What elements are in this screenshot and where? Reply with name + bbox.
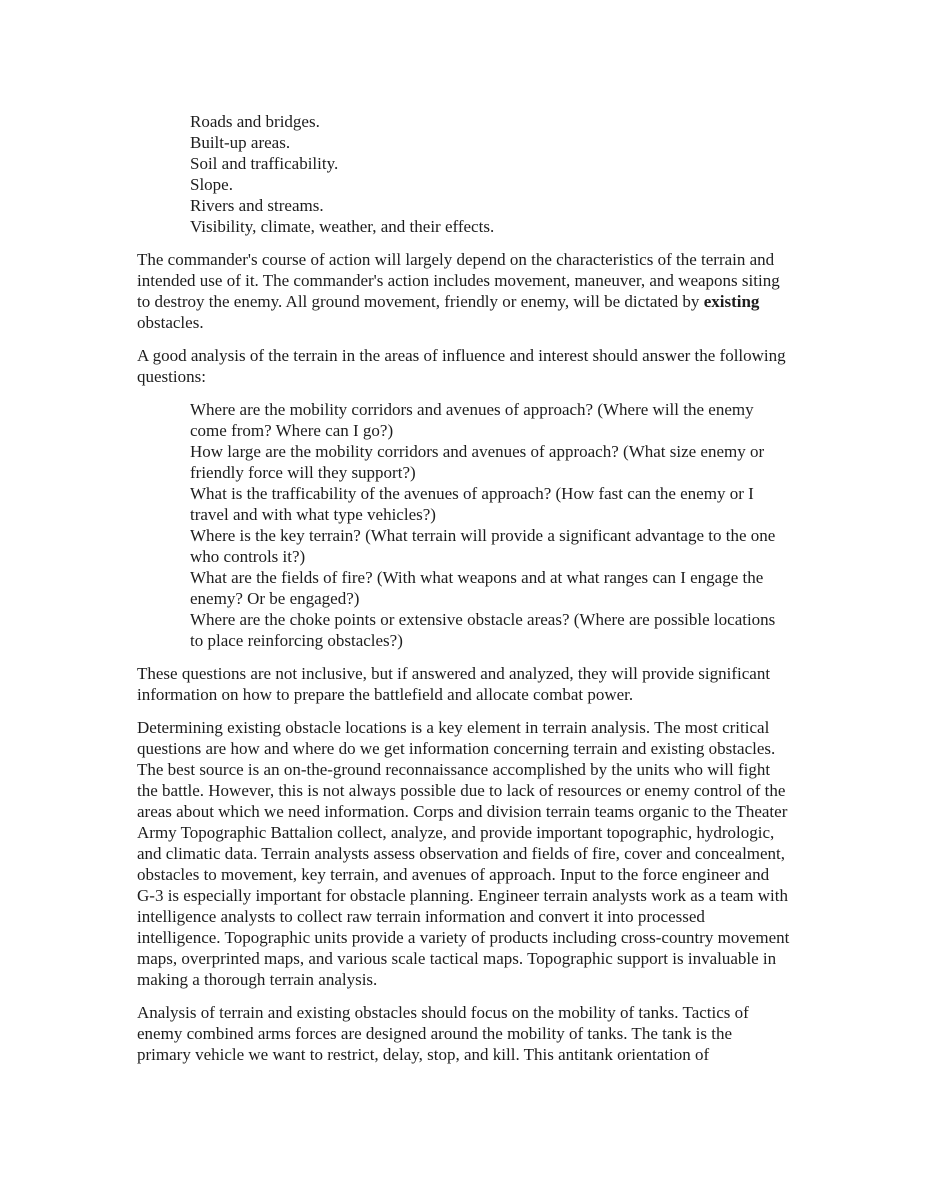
paragraph-commander-course [137, 249, 790, 333]
terrain-factor-item: Soil and trafficability. [190, 154, 339, 173]
paragraph-text-before-bold: The commander's course of action will largely depend on the characteristics of the terrain and intended use of it. The commander's action includes movement, maneuver, and weapons siting to destroy the enemy. All ground movement, friendly or enemy, will be dictated by [137, 250, 780, 311]
terrain-factors-list [190, 111, 790, 237]
paragraph-determining-obstacles: Determining existing obstacle locations is a key element in terrain analysis. The most critical questions are how and where do we get information concerning terrain and existing obstacles. The best source is an on-the-ground reconnaissance accomplished by the units who will fight the battle. However, this is not always possible due to lack of resources or enemy control of the areas about which we need information. Corps and division terrain teams organic to the Theater Army Topographic Battalion collect, analyze, and provide important topographic, hydrologic, and climatic data. Terrain analysts assess observation and fields of fire, cover and concealment, obstacles to movement, key terrain, and avenues of approach. Input to the force engineer and G-3 is especially important for obstacle planning. Engineer terrain analysts work as a team with intelligence analysts to collect raw terrain information and convert it into processed intelligence. Topographic units provide a variety of products including cross-country movement maps, overprinted maps, and various scale tactical maps. Topographic support is invaluable in making a thorough terrain analysis. [137, 718, 790, 989]
terrain-factor-item: Rivers and streams. [190, 196, 324, 215]
paragraph-text-after-bold: obstacles. [137, 313, 204, 332]
paragraph-tank-mobility-focus: Analysis of terrain and existing obstacles should focus on the mobility of tanks. Tactics of enemy combined arms forces are designed around the mobility of tanks. The tank is the primary vehicle we want to restrict, delay, stop, and kill. This antitank orientation of [137, 1003, 749, 1064]
question-item: Where are the choke points or extensive obstacle areas? (Where are possible locations to place reinforcing obstacles?) [190, 610, 776, 650]
paragraph-questions-not-inclusive: These questions are not inclusive, but if answered and analyzed, they will provide significant information on how to prepare the battlefield and allocate combat power. [137, 664, 771, 704]
paragraph-good-analysis: A good analysis of the terrain in the areas of influence and interest should answer the following questions: [137, 346, 786, 386]
question-item: What are the fields of fire? (With what weapons and at what ranges can I engage the enemy? Or be engaged?) [190, 568, 764, 608]
question-item: How large are the mobility corridors and avenues of approach? (What size enemy or friendly force will they support?) [190, 442, 765, 482]
question-item: Where are the mobility corridors and avenues of approach? (Where will the enemy come from? Where can I go?) [190, 400, 754, 440]
terrain-factor-item: Roads and bridges. [190, 112, 320, 131]
questions-list [190, 399, 790, 651]
terrain-factor-item: Slope. [190, 175, 233, 194]
question-item: What is the trafficability of the avenues of approach? (How fast can the enemy or I travel and with what type vehicles?) [190, 484, 754, 524]
terrain-factor-item: Built-up areas. [190, 133, 291, 152]
terrain-factor-item: Visibility, climate, weather, and their effects. [190, 217, 495, 236]
bold-word-existing: existing [703, 292, 760, 311]
question-item: Where is the key terrain? (What terrain will provide a significant advantage to the one who controls it?) [190, 526, 776, 566]
